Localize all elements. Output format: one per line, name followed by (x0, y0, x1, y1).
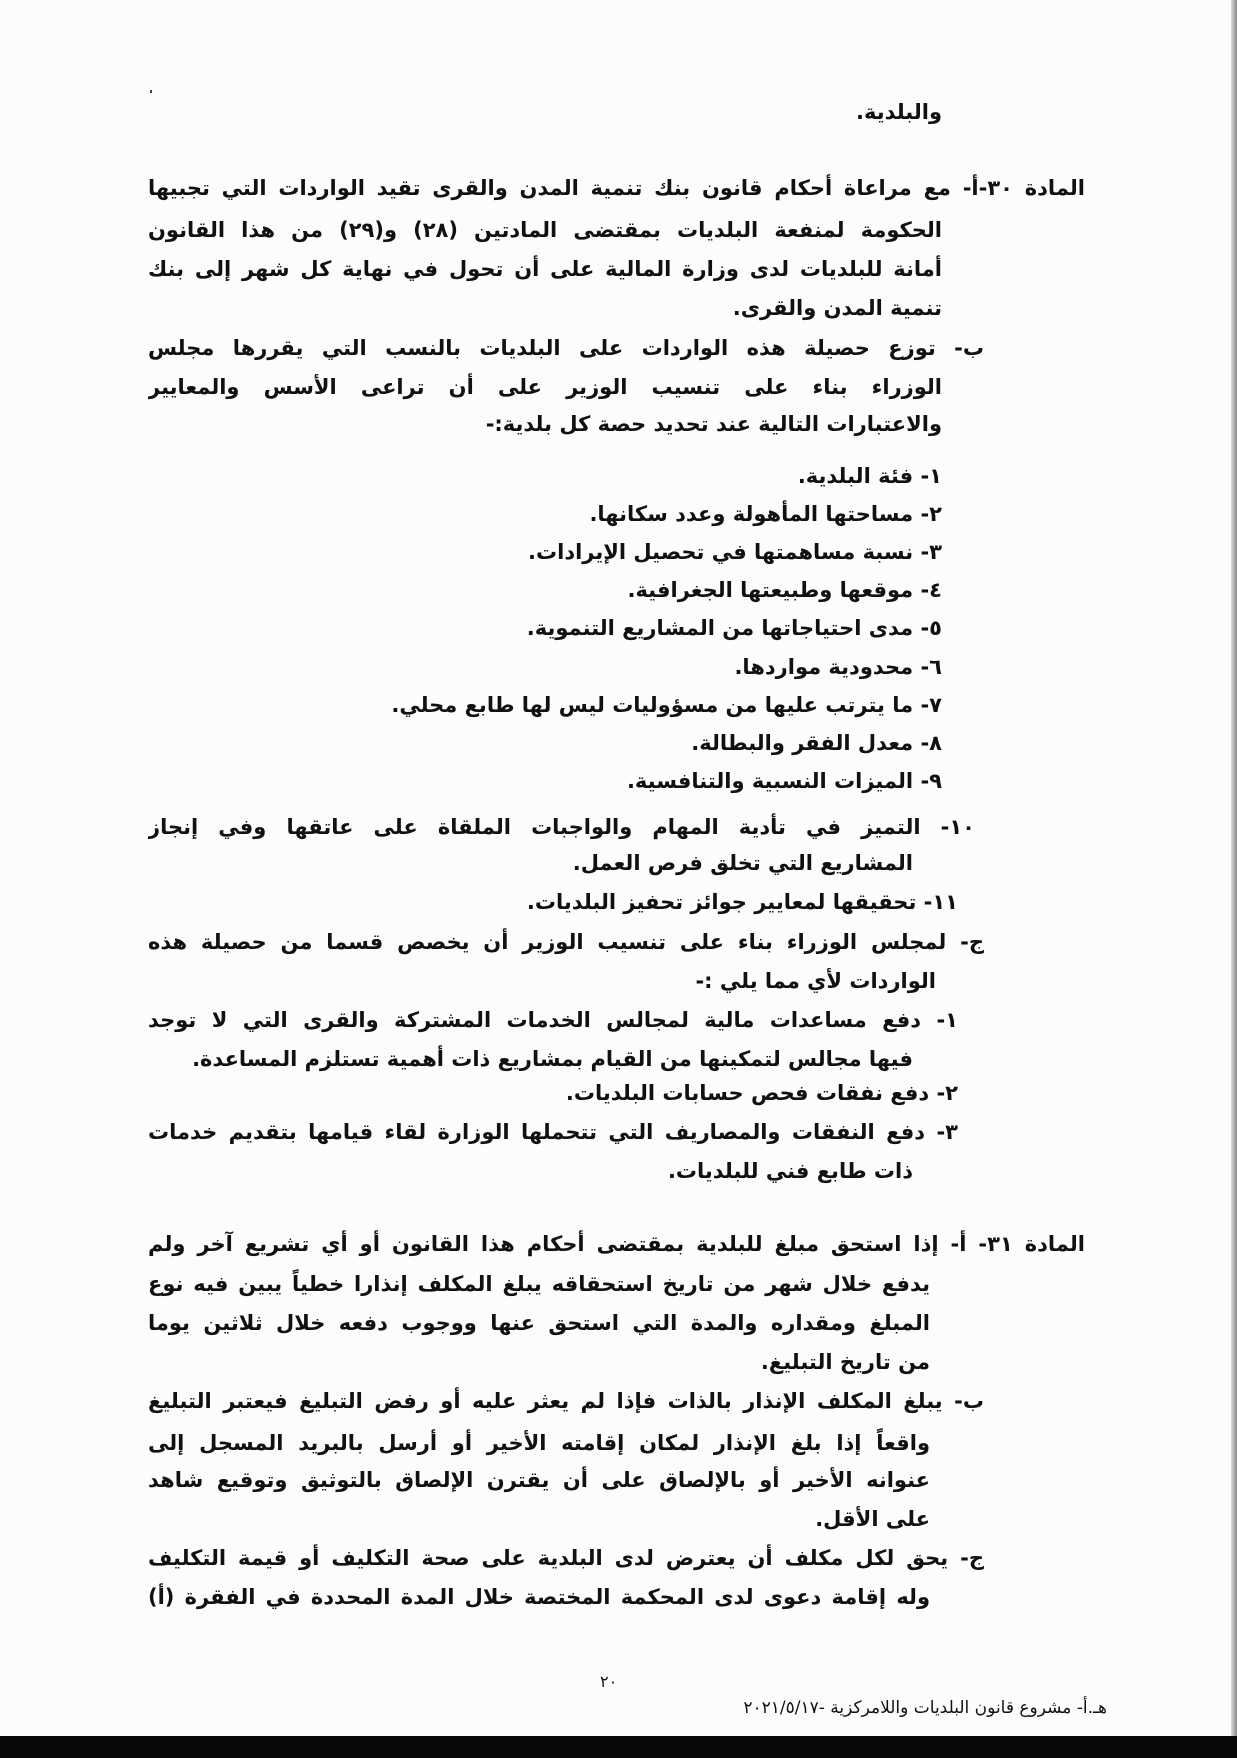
page-number: ٢٠ (600, 1672, 618, 1691)
article-30-c-line: الواردات لأي مما يلي :- (695, 969, 936, 993)
criterion-item: ٢- مساحتها المأهولة وعدد سكانها. (589, 502, 942, 526)
criterion-item: ٩- الميزات النسبية والتنافسية. (626, 769, 942, 793)
article-31-a-line: المبلغ ومقداره والمدة التي استحق عنها ووجوب دفعه خلال ثلاثين يوما (148, 1311, 930, 1335)
criterion-item: ١- فئة البلدية. (797, 464, 942, 488)
criterion-item: ٦- محدودية مواردها. (734, 655, 942, 679)
article-30-b-line: الوزراء بناء على تنسيب الوزير على أن تراعى الأسس والمعايير (148, 375, 942, 399)
article-31-a-line: من تاريخ التبليغ. (760, 1350, 930, 1374)
criterion-item: ٨- معدل الفقر والبطالة. (691, 731, 942, 755)
article-31-b-line: على الأقل. (815, 1507, 930, 1531)
article-31-c-line: وله إقامة دعوى لدى المحكمة المختصة خلال المدة المحددة في الفقرة (أ) (148, 1585, 930, 1609)
article-30-c-line: ج- لمجلس الوزراء بناء على تنسيب الوزير أن يخصص قسما من حصيلة هذه (148, 930, 984, 954)
article-30-a-line: المادة ٣٠-أ- مع مراعاة أحكام قانون بنك تنمية المدن والقرى تقيد الواردات التي تجبيها (148, 176, 1085, 200)
article-31-c-line: ج- يحق لكل مكلف أن يعترض لدى البلدية على صحة التكليف أو قيمة التكليف (148, 1546, 984, 1570)
c-item-1-cont: فيها مجالس لتمكينها من القيام بمشاريع ذات أهمية تستلزم المساعدة. (192, 1047, 913, 1071)
article-31-b-line: ب- يبلغ المكلف الإنذار بالذات فإذا لم يعثر عليه أو رفض التبليغ فيعتبر التبليغ (148, 1389, 984, 1413)
criterion-item: ٧- ما يترتب عليها من مسؤوليات ليس لها طابع محلي. (391, 693, 942, 717)
criterion-item-10-cont: المشاريع التي تخلق فرص العمل. (572, 851, 913, 875)
article-30-a-line: الحكومة لمنفعة البلديات بمقتضى المادتين (٢٨) و(٢٩) من هذا القانون (148, 218, 942, 242)
article-30-b-line: والاعتبارات التالية عند تحديد حصة كل بلدية:- (485, 412, 942, 436)
scan-edge-bottom (0, 1736, 1237, 1758)
article-31-b-line: واقعاً إذا بلغ الإنذار لمكان إقامته الأخير أو أرسل بالبريد المسجل إلى (148, 1431, 930, 1455)
criterion-item-11: ١١- تحقيقها لمعايير جوائز تحفيز البلديات. (526, 890, 958, 914)
intro-line: والبلدية. (855, 100, 942, 124)
criterion-item-10: ١٠- التميز في تأدية المهام والواجبات الملقاة على عاتقها وفي إنجاز (148, 815, 975, 839)
article-31-b-line: عنوانه الأخير أو بالإلصاق على أن يقترن الإلصاق بالتوثيق وتوقيع شاهد (148, 1468, 930, 1492)
c-item-3: ٣- دفع النفقات والمصاريف التي تتحملها الوزارة لقاء قيامها بتقديم خدمات (148, 1120, 958, 1144)
c-item-2: ٢- دفع نفقات فحص حسابات البلديات. (565, 1081, 958, 1105)
criterion-item: ٣- نسبة مساهمتها في تحصيل الإيرادات. (528, 540, 942, 564)
scan-speck (150, 90, 152, 93)
footer-text: هـ.أ- مشروع قانون البلديات واللامركزية -٢٠٢١/٥/١٧ (743, 1698, 1107, 1718)
article-30-a-line: أمانة للبلديات لدى وزارة المالية على أن تحول في نهاية كل شهر إلى بنك (148, 257, 942, 281)
scan-edge-right (1231, 0, 1237, 1758)
article-30-a-line: تنمية المدن والقرى. (732, 296, 942, 320)
c-item-3-cont: ذات طابع فني للبلديات. (667, 1159, 913, 1183)
criterion-item: ٤- موقعها وطبيعتها الجغرافية. (627, 578, 942, 602)
article-31-a-line: المادة ٣١- أ- إذا استحق مبلغ للبلدية بمقتضى أحكام هذا القانون أو أي تشريع آخر ولم (148, 1232, 1085, 1256)
c-item-1: ١- دفع مساعدات مالية لمجالس الخدمات المشتركة والقرى التي لا توجد (148, 1008, 958, 1032)
article-31-a-line: يدفع خلال شهر من تاريخ استحقاقه يبلغ المكلف إنذارا خطياً يبين فيه نوع (148, 1272, 930, 1296)
article-30-b-line: ب- توزع حصيلة هذه الواردات على البلديات بالنسب التي يقررها مجلس (148, 336, 984, 360)
criterion-item: ٥- مدى احتياجاتها من المشاريع التنموية. (526, 616, 942, 640)
